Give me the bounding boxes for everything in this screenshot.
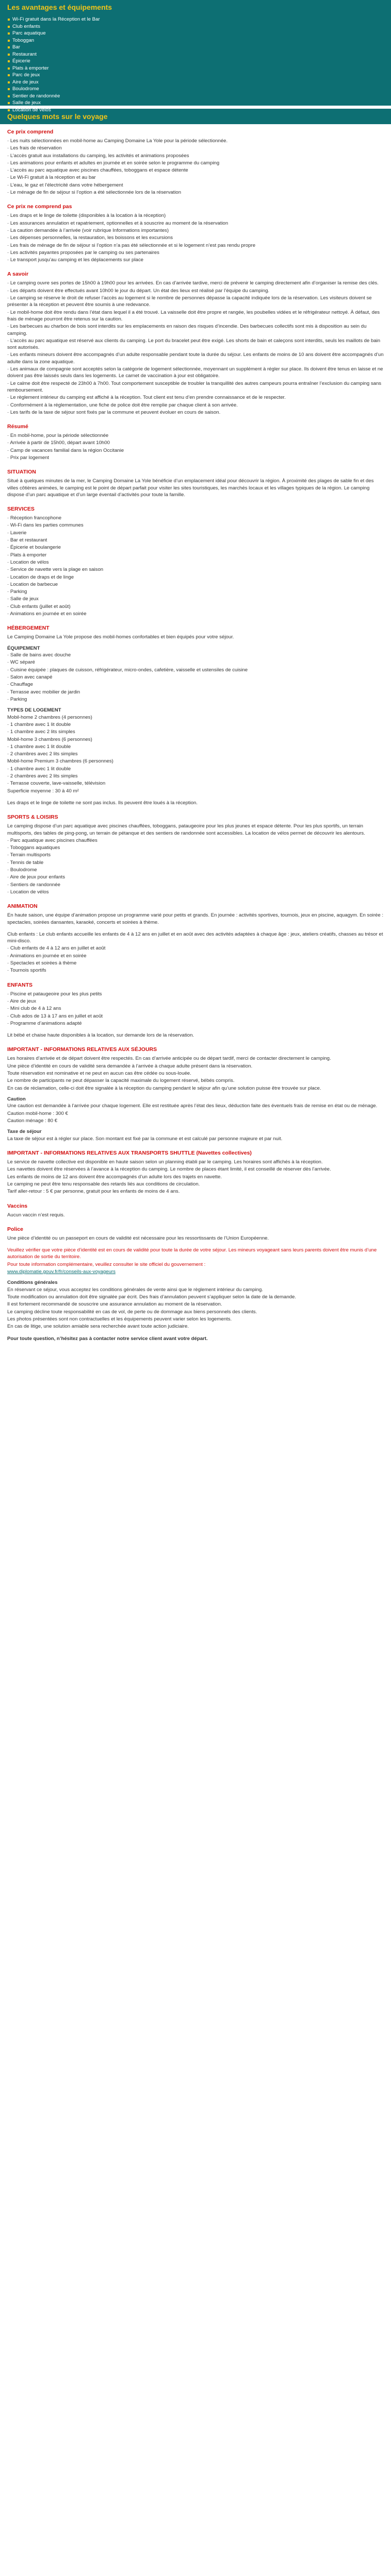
advantages-list — [7, 16, 384, 113]
text-block: Le camping ne peut être tenu responsable des retards liés aux conditions de circulation. — [7, 1181, 200, 1187]
text-line: Caution ménage : 80 € — [7, 1117, 58, 1124]
text-block: Lit bébé et chaise haute disponibles à la location, sur demande lors de la réservation. — [7, 1032, 194, 1039]
text-line: · Les animations pour enfants et adultes en journée et en soirée selon le programme du camping — [7, 160, 220, 166]
text-line: · Les barbecues au charbon de bois sont interdits sur les emplacements en raison des risques d’incendie. Des barbecues collectifs sont mis à disposition au sein du camping. — [7, 324, 367, 336]
text-block: En cas de litige, une solution amiable sera recherchée avant toute action judiciaire. — [7, 1324, 189, 1330]
advantage-item: Bar — [7, 44, 384, 51]
text-line: · 2 chambres avec 2 lits simples — [7, 751, 78, 757]
section-title-vaccins: Vaccins — [7, 1202, 28, 1209]
advantage-item: Boulodrome — [7, 86, 384, 93]
section-title-resume: Résumé — [7, 423, 28, 430]
text-line: · Terrasse couverte, lave-vaisselle, télévision — [7, 781, 106, 787]
text-line: · Piscine et pataugeoire pour les plus petits — [7, 991, 102, 997]
text-line: · Animations en journée et en soirée — [7, 953, 87, 959]
text-line: · Les animaux de compagnie sont acceptés selon la catégorie de logement sélectionnée, moyennant un supplément à régler sur place. Ils doivent être tenus en laisse et ne doivent pas être laissés seuls dans les logements. Le carnet de vaccination à jour est obligatoire. — [7, 366, 383, 379]
text-line: · Laverie — [7, 530, 27, 536]
text-line: · Le camping se réserve le droit de refuser l’accès au logement si le nombre de personnes dépasse la capacité indiquée lors de la réservation. Les visiteurs doivent se présenter à la réception et peuvent être soumis à une redevance. — [7, 295, 372, 308]
spacer — [7, 795, 384, 800]
text-line: · Les nuits sélectionnées en mobil-home au Camping Domaine La Yole pour la période sélectionnée. — [7, 138, 228, 144]
main-content — [0, 124, 391, 1342]
text-line: Caution mobil-home : 300 € — [7, 1110, 68, 1116]
section-title-know: A savoir — [7, 271, 29, 278]
text-block: La taxe de séjour est à régler sur place. Son montant est fixé par la commune et est calculé par personne majeure et par nuit. — [7, 1136, 283, 1142]
text-line: · Mini club de 4 à 12 ans — [7, 1006, 61, 1012]
subsection-title: ÉQUIPEMENT — [7, 645, 40, 651]
text-line: · Location de barbecue — [7, 581, 58, 587]
text-block: Les navettes doivent être réservées à l’avance à la réception du camping. Le nombre de places étant limité, il est conseillé de réserver dès l’arrivée. — [7, 1166, 331, 1173]
spacer — [7, 1242, 384, 1247]
section-title-important-transports: IMPORTANT - INFORMATIONS RELATIVES AUX TRANSPORTS SHUTTLE (Navettes collectives) — [7, 1150, 252, 1157]
text-line: · Club enfants de 4 à 12 ans en juillet et août — [7, 945, 106, 952]
text-line: · Le Wi-Fi gratuit à la réception et au bar — [7, 175, 96, 181]
text-line: · Les tarifs de la taxe de séjour sont fixés par la commune et peuvent évoluer en cours de saison. — [7, 409, 221, 415]
text-block: En réservant ce séjour, vous acceptez les conditions générales de vente ainsi que le règlement intérieur du camping. — [7, 1286, 263, 1293]
text-block: Club enfants : Le club enfants accueille les enfants de 4 à 12 ans en juillet et en août avec des activités adaptées à chaque âge : jeux, ateliers créatifs, chasses au trésor et mini-disco. — [7, 931, 383, 944]
advantage-item: Wi-Fi gratuit dans la Réception et le Bar — [7, 16, 384, 23]
text-block: Il est fortement recommandé de souscrire une assurance annulation au moment de la réservation. — [7, 1301, 222, 1308]
text-line: · Camp de vacances familial dans la région Occitanie — [7, 447, 124, 453]
text-line: · Parking — [7, 589, 27, 595]
advantage-item: Parc aquatique — [7, 30, 384, 37]
text-line: · L’accès au parc aquatique est réservé aux clients du camping. Le port du bracelet peut être exigé. Les shorts de bain et caleçons sont interdits, seuls les maillots de bain sont autorisés. — [7, 337, 381, 351]
text-line: · WC séparé — [7, 659, 35, 666]
advantages-title: Les avantages et équipements — [7, 3, 112, 11]
text-block: En haute saison, une équipe d’animation propose un programme varié pour petits et grands. En journée : activités sportives, tournois, jeux en piscine, aquagym. En soirée : spectacles, soirées dansantes, karaoké, concerts et soirées à thème. — [7, 912, 384, 925]
text-line: · Le calme doit être respecté de 23h00 à 7h00. Tout comportement susceptible de troubler la tranquillité des autres campeurs pourra entraîner l’exclusion du camping sans remboursement. — [7, 380, 382, 393]
text-line: · Terrain multisports — [7, 852, 51, 858]
section-title-sports: SPORTS & LOISIRS — [7, 814, 58, 821]
text-block: Une pièce d’identité ou un passeport en cours de validité est nécessaire pour les ressortissants de l’Union Européenne. — [7, 1235, 269, 1241]
advantage-item: Toboggan — [7, 37, 384, 44]
text-line: · Les frais de ménage de fin de séjour si l’option n’a pas été sélectionnée et si le logement n’est pas rendu propre — [7, 242, 256, 248]
text-line: · Les frais de réservation — [7, 145, 62, 151]
text-line: Mobil-home Premium 3 chambres (6 personnes) — [7, 758, 113, 765]
advantage-item: Restaurant — [7, 51, 384, 58]
text-line: · Terrasse avec mobilier de jardin — [7, 689, 80, 695]
section-title-included: Ce prix comprend — [7, 129, 54, 135]
text-line: · 1 chambre avec 2 lits simples — [7, 729, 75, 735]
text-block: En cas de réclamation, celle-ci doit être signalée à la réception du camping pendant le séjour afin qu’une solution puisse être trouvée sur place. — [7, 1085, 321, 1091]
text-line: · En mobil-home, pour la période sélectionnée — [7, 433, 109, 439]
advantage-item: Épicerie — [7, 58, 384, 65]
section-title-animation: ANIMATION — [7, 903, 38, 910]
text-block: Le camping dispose d’un parc aquatique avec piscines chauffées, toboggans, pataugeoire pour les plus jeunes et espace détente. Pour les plus sportifs, un terrain multisports, des tables de ping-pong, un terrain de pétanque et des sentiers de randonnée sont accessibles. La location de vélos permet de découvrir les alentours. — [7, 823, 365, 836]
advantage-item: Club enfants — [7, 23, 384, 30]
text-line: · Salle de jeux — [7, 596, 39, 602]
text-block: Le Camping Domaine La Yole propose des mobil-homes confortables et bien équipés pour votre séjour. — [7, 634, 234, 640]
text-line: · Conformément à la réglementation, une fiche de police doit être remplie par chaque client à son arrivée. — [7, 402, 238, 408]
subsection-title: Caution — [7, 1096, 26, 1102]
text-line: · Animations en journée et en soirée — [7, 611, 87, 617]
text-block: Le camping décline toute responsabilité en cas de vol, de perte ou de dommage aux biens personnels des clients. — [7, 1309, 257, 1315]
text-line: · Bar et restaurant — [7, 537, 47, 544]
text-block: Aucun vaccin n’est requis. — [7, 1212, 65, 1218]
text-line: Mobil-home 3 chambres (6 personnes) — [7, 736, 92, 742]
text-line: · Sentiers de randonnée — [7, 882, 60, 888]
text-block: Les photos présentées sont non contractuelles et les équipements peuvent varier selon les logements. — [7, 1316, 232, 1323]
text-line: · Spectacles et soirées à thème — [7, 960, 77, 967]
text-line: · Le camping ouvre ses portes de 15h00 à 19h00 pour les arrivées. En cas d’arrivée tardive, merci de prévenir le camping directement afin d’organiser la remise des clés. — [7, 280, 379, 286]
text-block: Une caution est demandée à l’arrivée pour chaque logement. Elle est restituée après l’état des lieux, déduction faite des éventuels frais de remise en état ou de ménage. — [7, 1103, 378, 1109]
text-line: · Programme d’animations adapté — [7, 1020, 82, 1026]
text-line: · Location de vélos — [7, 559, 49, 565]
text-line: · Les enfants mineurs doivent être accompagnés d’un adulte responsable pendant toute la durée du séjour. Les enfants de moins de 10 ans doivent être accompagnés d’un adulte dans la zone aquatique. — [7, 352, 384, 365]
text-line: · Salon avec canapé — [7, 674, 53, 681]
subsection-title: Taxe de séjour — [7, 1129, 42, 1135]
text-line: Mobil-home 2 chambres (4 personnes) — [7, 714, 92, 720]
text-line: · Tennis de table — [7, 859, 44, 866]
text-line: · Parking — [7, 696, 27, 702]
text-line: · Club enfants (juillet et août) — [7, 603, 71, 609]
text-line: · 1 chambre avec 1 lit double — [7, 766, 71, 772]
text-line: · Les assurances annulation et rapatriement, optionnelles et à souscrire au moment de la réservation — [7, 220, 229, 226]
text-line: · 1 chambre avec 1 lit double — [7, 722, 71, 727]
text-block: Toute modification ou annulation doit être signalée par écrit. Des frais d’annulation peuvent s’appliquer selon la date de la demande. — [7, 1294, 296, 1300]
advantage-item: Sentier de randonnée — [7, 93, 384, 100]
text-line: · La caution demandée à l’arrivée (voir rubrique Informations importantes) — [7, 227, 169, 233]
text-line: · 1 chambre avec 1 lit double — [7, 743, 71, 750]
text-line: · Cuisine équipée : plaques de cuisson, réfrigérateur, micro-ondes, cafetière, vaisselle et ustensiles de cuisine — [7, 667, 248, 673]
text-line: · Les départs doivent être effectués avant 10h00 le jour du départ. Un état des lieux est réalisé par l’équipe du camping. — [7, 287, 270, 294]
text-line: · Location de draps et de linge — [7, 574, 74, 580]
spacer — [7, 1027, 384, 1032]
subsection-title: Conditions générales — [7, 1280, 58, 1286]
text-line: · Chauffage — [7, 682, 33, 688]
text-line: · Arrivée à partir de 15h00, départ avant 10h00 — [7, 440, 110, 446]
section-title-hebergement: HÉBERGEMENT — [7, 625, 50, 632]
advantage-item: Aire de jeux — [7, 79, 384, 86]
text-line: · Location de vélos — [7, 889, 49, 895]
section-title-enfants: ENFANTS — [7, 981, 33, 988]
subsection-title: TYPES DE LOGEMENT — [7, 707, 61, 714]
text-line: · Les dépenses personnelles, la restauration, les boissons et les excursions — [7, 235, 173, 241]
text-line: Superficie moyenne : 30 à 40 m² — [7, 788, 79, 794]
section-title-police: Police — [7, 1226, 23, 1232]
text-line: · Les activités payantes proposées par le camping ou ses partenaires — [7, 249, 159, 256]
text-block: Une pièce d’identité en cours de validité sera demandée à l’arrivée à chaque adulte présent dans la réservation. — [7, 1063, 253, 1069]
text-block: Tarif aller-retour : 5 € par personne, gratuit pour les enfants de moins de 4 ans. — [7, 1189, 180, 1195]
closing-text: Pour toute question, n’hésitez pas à contacter notre service client avant votre départ. — [7, 1335, 208, 1342]
text-line: · Tournois sportifs — [7, 968, 46, 974]
spacer — [7, 1331, 384, 1335]
text-line: · Aire de jeux — [7, 998, 36, 1004]
text-line: · Wi-Fi dans les parties communes — [7, 522, 84, 529]
text-line: · L’accès gratuit aux installations du camping, les activités et animations proposées — [7, 152, 189, 159]
text-line: · L’accès au parc aquatique avec piscines chauffées, toboggans et espace détente — [7, 167, 188, 174]
section-title-important-sejours: IMPORTANT - INFORMATIONS RELATIVES AUX SÉJOURS — [7, 1046, 157, 1053]
text-line: · Le transport jusqu’au camping et les déplacements sur place — [7, 257, 143, 263]
text-line: · Épicerie et boulangerie — [7, 545, 61, 551]
text-line: · Plats à emporter — [7, 552, 47, 558]
text-line: · Aire de jeux pour enfants — [7, 874, 65, 880]
text-line: · L’eau, le gaz et l’électricité dans votre hébergement — [7, 182, 123, 188]
text-line: · Club ados de 13 à 17 ans en juillet et août — [7, 1013, 103, 1019]
text-block: Les horaires d’arrivée et de départ doivent être respectés. En cas d’arrivée anticipée ou de départ tardif, merci de contacter directement le camping. — [7, 1056, 331, 1062]
advantages-panel — [0, 0, 391, 113]
text-line: · Prix par logement — [7, 454, 50, 461]
advantage-item: Parc de jeux — [7, 72, 384, 79]
text-line: · Le ménage de fin de séjour si l’option a été sélectionnée lors de la réservation — [7, 190, 182, 196]
text-line: · Le règlement intérieur du camping est affiché à la réception. Tout client est tenu d’en prendre connaissance et de le respecter. — [7, 395, 286, 401]
text-block: Les enfants de moins de 12 ans doivent être accompagnés d’un adulte lors des trajets en navette. — [7, 1174, 222, 1180]
advantage-item: Plats à emporter — [7, 65, 384, 72]
text-block: Le service de navette collective est disponible en haute saison selon un planning établi par le camping. Les horaires sont affichés à la réception. — [7, 1159, 323, 1165]
section-title-not-included: Ce prix ne comprend pas — [7, 204, 72, 210]
spacer — [7, 926, 384, 931]
text-line: · 2 chambres avec 2 lits simples — [7, 773, 78, 779]
advantage-item: Salle de jeux — [7, 99, 384, 107]
advantage-item: Location de vélos — [7, 107, 384, 114]
text-line: · Salle de bains avec douche — [7, 652, 71, 658]
text-line: · Réception francophone — [7, 515, 62, 521]
warning-text: Veuillez vérifier que votre pièce d’identité est en cours de validité pour toute la durée de votre séjour. Les mineurs voyageant sans leurs parents doivent être munis d’une autorisation de sortie du territoire. — [7, 1247, 377, 1260]
gov-advice-link[interactable]: www.diplomatie.gouv.fr/fr/conseils-aux-voyageurs — [7, 1269, 116, 1275]
text-block: Toute réservation est nominative et ne peut en aucun cas être cédée ou sous-louée. — [7, 1070, 191, 1076]
text-line: · Le mobil-home doit être rendu dans l’état dans lequel il a été trouvé. La vaisselle doit être propre et rangée, les poubelles vidées et le réfrigérateur nettoyé. À défaut, des frais de ménage pourront être retenus sur la caution. — [7, 309, 380, 322]
text-line: · Toboggans aquatiques — [7, 845, 60, 851]
text-line: · Les draps et le linge de toilette (disponibles à la location à la réception) — [7, 213, 166, 219]
qsm-title: Quelques mots sur le voyage — [7, 112, 108, 121]
text-block: Situé à quelques minutes de la mer, le Camping Domaine La Yole bénéficie d’un emplacement idéal pour découvrir la région. À proximité des plages de sable fin et des villes côtières animées, le camping est le point de départ parfait pour visiter les sites touristiques, les marchés locaux et les villages typiques de la région. Le camping dispose d’un parc aquatique et d’un large éventail d’activités pour toute la famille. — [7, 478, 374, 498]
text-block: Les draps et le linge de toilette ne sont pas inclus. Ils peuvent être loués à la réception. — [7, 800, 198, 806]
text-block: Le nombre de participants ne peut dépasser la capacité maximale du logement réservé, bébés compris. — [7, 1078, 235, 1084]
text-line: · Service de navette vers la plage en saison — [7, 567, 104, 573]
text-line: · Parc aquatique avec piscines chauffées — [7, 837, 97, 843]
warning-text: Pour toute information complémentaire, veuillez consulter le site officiel du gouvernement : — [7, 1261, 206, 1267]
section-title-services: SERVICES — [7, 506, 35, 513]
section-title-situation: SITUATION — [7, 469, 36, 476]
text-line: · Boulodrome — [7, 867, 37, 873]
